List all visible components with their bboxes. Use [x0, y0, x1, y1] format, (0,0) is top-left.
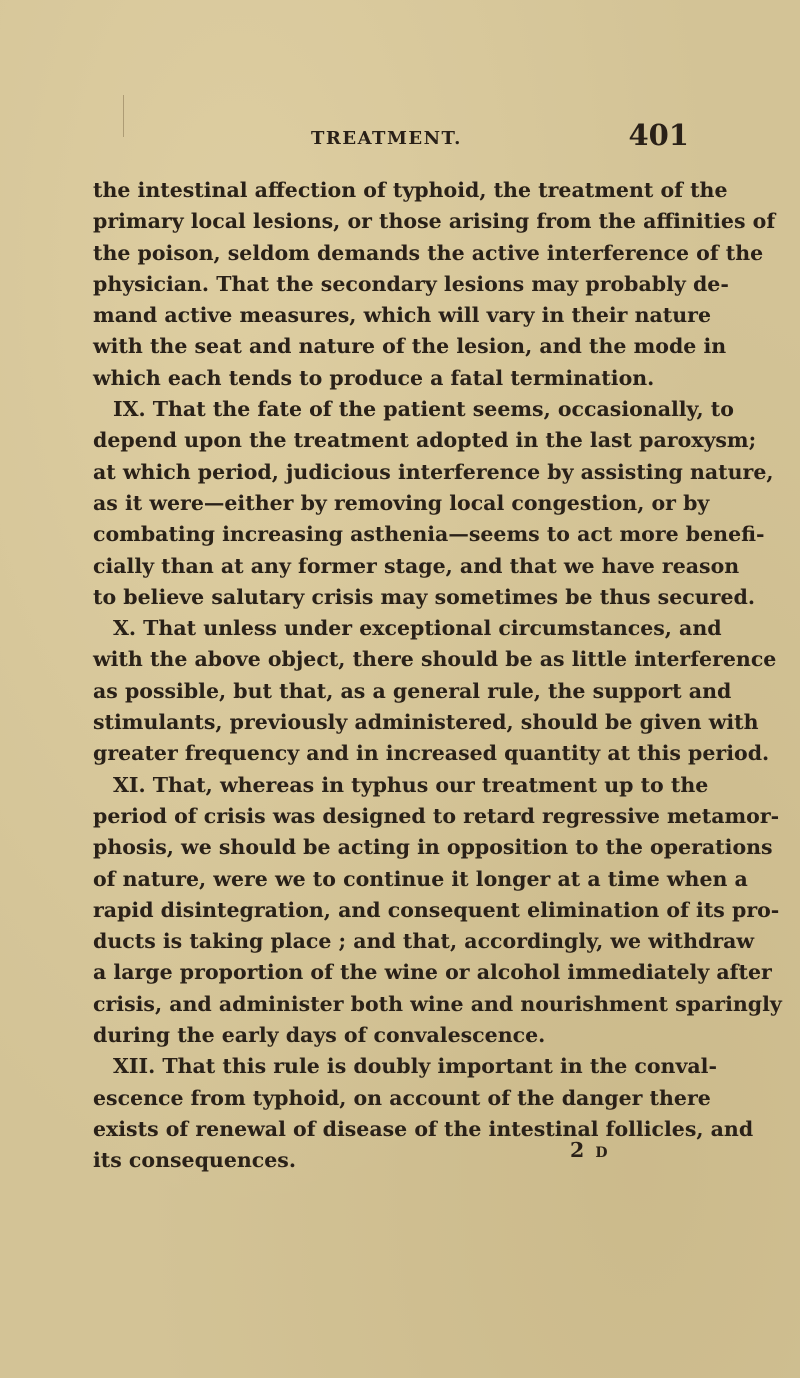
- paragraph-ix-start: IX. That the fate of the patient seems, occasionally, to: [113, 397, 734, 422]
- text-line: as it were—either by removing local congestion, or by: [93, 490, 710, 515]
- text-line: the intestinal affection of typhoid, the treatment of the: [93, 178, 728, 202]
- text-line: to believe salutary crisis may sometimes be thus secured.: [93, 584, 755, 609]
- text-line: stimulants, previously administered, should be given with: [93, 710, 759, 735]
- text-line: period of crisis was designed to retard regressive metamor-: [93, 803, 780, 828]
- page-number: 401: [628, 118, 689, 152]
- paragraph-xii-start: XII. That this rule is doubly important in the conval-: [113, 1054, 717, 1079]
- text-line: greater frequency and in increased quantity at this period.: [93, 741, 770, 766]
- body-text: [93, 175, 782, 1177]
- text-line: escence from typhoid, on account of the danger there: [93, 1085, 711, 1110]
- text-line: primary local lesions, or those arising from the affinities of: [93, 209, 776, 234]
- text-line: combating increasing asthenia—seems to act more benefi-: [93, 522, 765, 547]
- text-line: ducts is taking place ; and that, accordingly, we withdraw: [93, 929, 755, 954]
- text-line: phosis, we should be acting in opposition to the operations: [93, 835, 773, 860]
- text-line: rapid disintegration, and consequent elimination of its pro-: [93, 897, 780, 922]
- text-line: a large proportion of the wine or alcohol immediately after: [93, 960, 772, 985]
- text-line: cially than at any former stage, and that we have reason: [93, 553, 740, 578]
- text-line: mand active measures, which will vary in their nature: [93, 303, 712, 328]
- signature-number: 2: [570, 1138, 587, 1162]
- text-line: exists of renewal of disease of the intestinal follicles, and: [93, 1116, 754, 1141]
- text-line: physician. That the secondary lesions may probably de-: [93, 271, 729, 296]
- text-line: crisis, and administer both wine and nourishment sparingly: [93, 991, 782, 1016]
- text-line: during the early days of convalescence.: [93, 1023, 546, 1048]
- text-line: which each tends to produce a fatal termination.: [93, 365, 655, 390]
- signature-letter: D: [595, 1145, 610, 1161]
- text-line: with the above object, there should be as little interference: [93, 647, 777, 672]
- text-line: of nature, were we to continue it longer at a time when a: [93, 866, 748, 891]
- text-line: depend upon the treatment adopted in the last paroxysm;: [93, 428, 757, 453]
- paragraph-xi-start: XI. That, whereas in typhus our treatment up to the: [113, 772, 709, 797]
- text-line: as possible, but that, as a general rule, the support and: [93, 678, 732, 703]
- text-line: at which period, judicious interference by assisting nature,: [93, 459, 774, 484]
- page-header: [93, 118, 689, 158]
- text-line: the poison, seldom demands the active interference of the: [93, 240, 764, 265]
- running-head: TREATMENT.: [311, 128, 462, 149]
- signature-mark: [570, 1138, 610, 1162]
- text-line: its consequences.: [93, 1148, 296, 1173]
- paragraph-x-start: X. That unless under exceptional circumstances, and: [113, 616, 722, 641]
- text-line: with the seat and nature of the lesion, and the mode in: [93, 334, 727, 359]
